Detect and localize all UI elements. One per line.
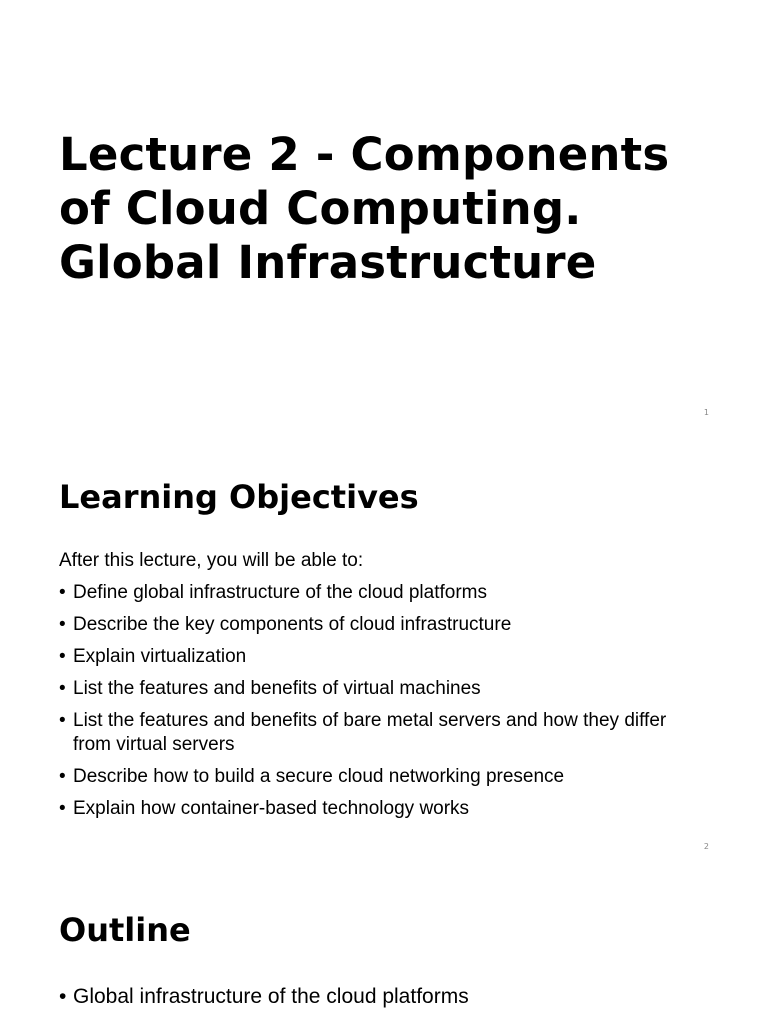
lecture-title (59, 128, 739, 290)
slide-number: 1 (703, 408, 709, 417)
slide-heading: Outline (59, 911, 191, 949)
list-item: • Describe how to build a secure cloud networking presence (59, 765, 699, 789)
title-line: Global Infrastructure (59, 236, 597, 289)
intro-text: After this lecture, you will be able to: (59, 550, 364, 571)
slide-number: 2 (703, 842, 709, 851)
list-item: • Define global infrastructure of the cloud platforms (59, 581, 699, 605)
title-line: Lecture 2 - Components (59, 128, 670, 181)
slide-body (59, 983, 699, 1019)
list-item: • Explain how container-based technology works (59, 797, 699, 821)
slide-3 (0, 866, 768, 1024)
list-item: • List the features and benefits of virtual machines (59, 677, 699, 701)
slide-1 (0, 0, 768, 433)
objectives-list (59, 581, 699, 821)
title-line: of Cloud Computing. (59, 182, 582, 235)
slide-heading: Learning Objectives (59, 478, 419, 516)
slide-body (59, 549, 699, 829)
outline-list (59, 983, 699, 1011)
list-item: • List the features and benefits of bare metal servers and how they differ from virtual servers (59, 709, 699, 757)
list-item: • Describe the key components of cloud infrastructure (59, 613, 699, 637)
slide-2 (0, 433, 768, 866)
list-item: • Global infrastructure of the cloud platforms (59, 983, 699, 1011)
list-item: • Explain virtualization (59, 645, 699, 669)
